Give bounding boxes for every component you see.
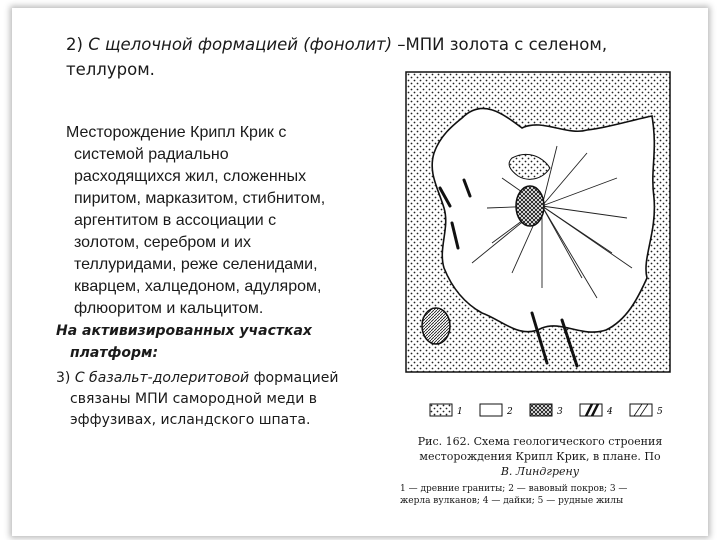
lava-cover: [432, 108, 654, 332]
caption-line: месторождения Крипл Крик, в плане. По: [419, 450, 661, 463]
paragraph-line: пиритом, марказитом, стибнитом,: [74, 190, 326, 207]
volcanic-vent-2: [422, 308, 450, 344]
heading-line2: теллуром.: [66, 60, 155, 79]
paragraph-line: теллуридами, реже селенидами,: [74, 256, 318, 273]
paragraph-line: флюоритом и кальцитом.: [74, 300, 264, 317]
paragraph-line: системой радиально: [74, 146, 229, 163]
paragraph-line: кварцем, халцедоном, адуляром,: [74, 278, 322, 295]
item3-italic: С базальт-долеритовой: [74, 370, 250, 386]
item-three: [56, 368, 338, 431]
legend-number: 5: [657, 407, 663, 417]
caption-line: В. Линдгрену: [500, 465, 580, 478]
subheading-line: На активизированных участках: [56, 323, 312, 339]
paragraph-line: аргентитом в ассоциации с: [74, 212, 277, 229]
map-legend: [430, 404, 663, 417]
legend-description: жерла вулканов; 4 — дайки; 5 — рудные жилы: [400, 496, 624, 506]
heading-prefix: 2): [66, 35, 89, 54]
paragraph-line: расходящихся жил, сложенных: [74, 168, 307, 185]
heading-rest: –МПИ золота с селеном,: [392, 35, 608, 54]
item3-line3: эффузивах, исландского шпата.: [70, 412, 311, 428]
legend-number: 1: [457, 407, 463, 417]
legend-number: 4: [607, 407, 613, 417]
deposit-description: [66, 122, 366, 320]
legend-number: 3: [557, 407, 563, 417]
paragraph-line: золотом, серебром и их: [74, 234, 251, 251]
item3-line2: связаны МПИ самородной меди в: [70, 391, 318, 407]
legend-number: 2: [507, 407, 513, 417]
caption-line: Рис. 162. Схема геологического строения: [417, 435, 663, 448]
paragraph-line: Месторождение Крипл Крик с: [66, 124, 287, 141]
platform-subheading: [56, 320, 312, 364]
legend-description: 1 — древние граниты; 2 — вавовый покров; 3 —: [400, 484, 628, 494]
heading-italic: С щелочной формацией (фонолит): [88, 35, 393, 54]
item3-prefix: 3): [56, 370, 75, 386]
figure-caption: [400, 434, 680, 507]
subheading-line: платформ:: [70, 345, 159, 361]
item3-rest: формацией: [249, 370, 339, 386]
volcanic-vent: [516, 186, 544, 226]
